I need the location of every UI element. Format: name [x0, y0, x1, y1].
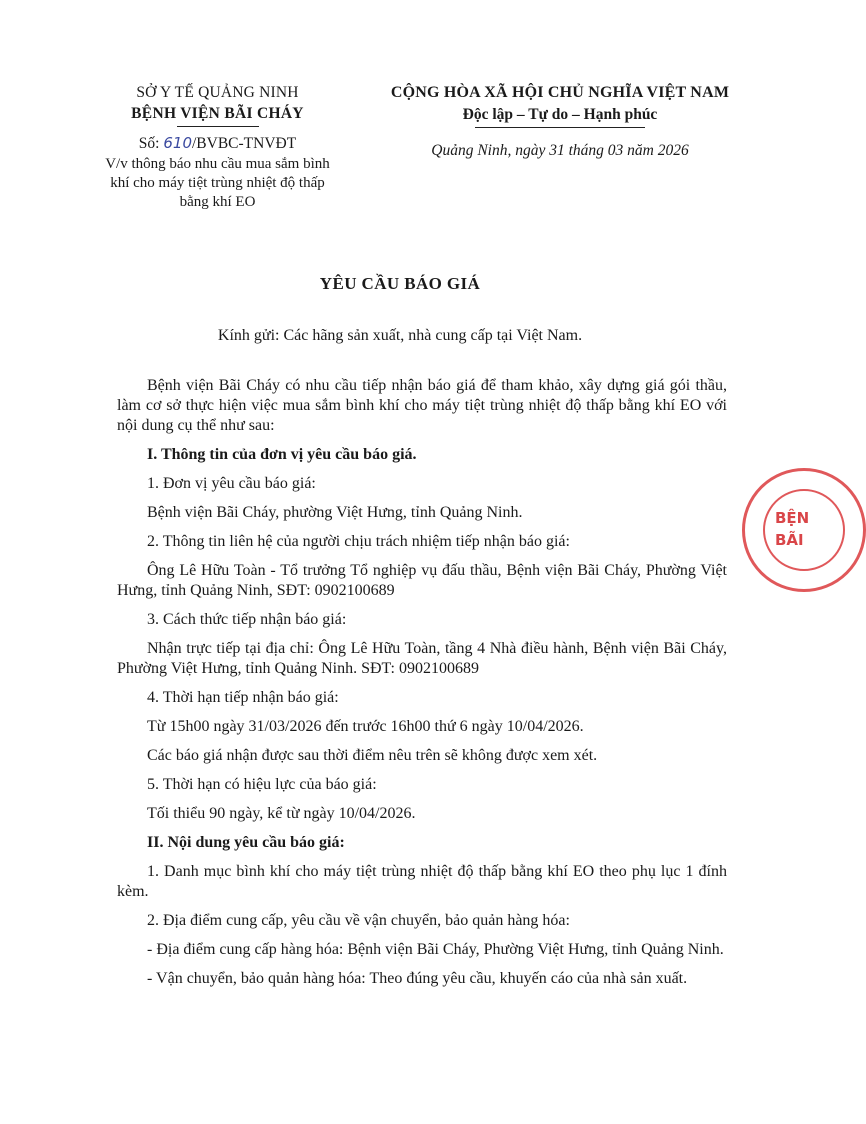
section-1-heading: I. Thông tin của đơn vị yêu cầu báo giá.: [147, 446, 417, 463]
issuer-underline: [177, 126, 259, 127]
s1-item5-label: 5. Thời hạn có hiệu lực của báo giá:: [147, 776, 377, 793]
s1-item3-label: 3. Cách thức tiếp nhận báo giá:: [147, 611, 347, 628]
s2-item2-transport: - Vận chuyển, bảo quản hàng hóa: Theo đúng yêu cầu, khuyến cáo của nhà sản xuất.: [147, 970, 688, 987]
national-header: [355, 82, 765, 160]
s2-item2-location: - Địa điểm cung cấp hàng hóa: Bệnh viện Bãi Cháy, Phường Việt Hưng, tỉnh Quảng Ninh.: [147, 941, 724, 958]
s2-item2: 2. Địa điểm cung cấp, yêu cầu về vận chuyển, bảo quản hàng hóa:: [147, 912, 570, 929]
organization-name: BỆNH VIỆN BÃI CHÁY: [131, 105, 304, 122]
document-subject: V/v thông báo nhu cầu mua sắm bình khí cho máy tiệt trùng nhiệt độ thấp bằng khí EO: [105, 156, 330, 210]
parent-organization: SỞ Y TẾ QUẢNG NINH: [136, 84, 299, 101]
red-seal-stamp: [742, 468, 866, 592]
motto-underline: [475, 127, 645, 128]
s1-item4-note: Các báo giá nhận được sau thời điểm nêu trên sẽ không được xem xét.: [147, 747, 598, 764]
s1-item1-value: Bệnh viện Bãi Cháy, phường Việt Hưng, tỉnh Quảng Ninh.: [147, 504, 523, 521]
s1-item4-value: Từ 15h00 ngày 31/03/2026 đến trước 16h00 thứ 6 ngày 10/04/2026.: [147, 718, 584, 735]
s1-item2-value: Ông Lê Hữu Toàn - Tổ trưởng Tổ nghiệp vụ đấu thầu, Bệnh viện Bãi Cháy, Phường Việt Hưng, tỉnh Quảng Ninh, SĐT: 0902100689: [117, 562, 727, 599]
intro-paragraph: Bệnh viện Bãi Cháy có nhu cầu tiếp nhận báo giá để tham khảo, xây dựng giá gói thầu, làm cơ sở thực hiện việc mua sắm bình khí cho máy tiệt trùng nhiệt độ thấp bằng khí EO với nội dung cụ thể như sau:: [117, 377, 727, 434]
stamp-text-line1: BỆN: [775, 509, 810, 527]
s1-item4-label: 4. Thời hạn tiếp nhận báo giá:: [147, 689, 339, 706]
place-and-date: Quảng Ninh, ngày 31 tháng 03 năm 2026: [431, 142, 689, 159]
stamp-inner-ring: [763, 489, 845, 571]
document-body: [117, 376, 727, 989]
document-title: YÊU CẦU BÁO GIÁ: [319, 274, 481, 293]
s1-item3-value: Nhận trực tiếp tại địa chỉ: Ông Lê Hữu Toàn, tầng 4 Nhà điều hành, Bệnh viện Bãi Cháy, Phường Việt Hưng, tỉnh Quảng Ninh. SĐT: 0902100689: [117, 640, 727, 677]
section-2-heading: II. Nội dung yêu cầu báo giá:: [147, 834, 345, 851]
document-number: [100, 133, 335, 154]
national-title: CỘNG HÒA XÃ HỘI CHỦ NGHĨA VIỆT NAM: [390, 84, 730, 101]
doc-number-prefix: Số:: [138, 135, 160, 152]
recipient-line: Kính gửi: Các hãng sản xuất, nhà cung cấp tại Việt Nam.: [217, 327, 583, 344]
stamp-text-line2: BÃI: [775, 531, 804, 549]
s1-item1-label: 1. Đơn vị yêu cầu báo giá:: [147, 475, 316, 492]
s2-item1: 1. Danh mục bình khí cho máy tiệt trùng nhiệt độ thấp bằng khí EO theo phụ lục 1 đính kèm.: [117, 863, 727, 900]
doc-number-handwritten: 610: [163, 134, 192, 152]
doc-number-suffix: /BVBC-TNVĐT: [192, 135, 297, 152]
s1-item5-value: Tối thiểu 90 ngày, kể từ ngày 10/04/2026.: [147, 805, 416, 822]
s1-item2-label: 2. Thông tin liên hệ của người chịu trách nhiệm tiếp nhận báo giá:: [147, 533, 570, 550]
national-motto: Độc lập – Tự do – Hạnh phúc: [462, 106, 658, 123]
issuer-block: [100, 82, 335, 212]
